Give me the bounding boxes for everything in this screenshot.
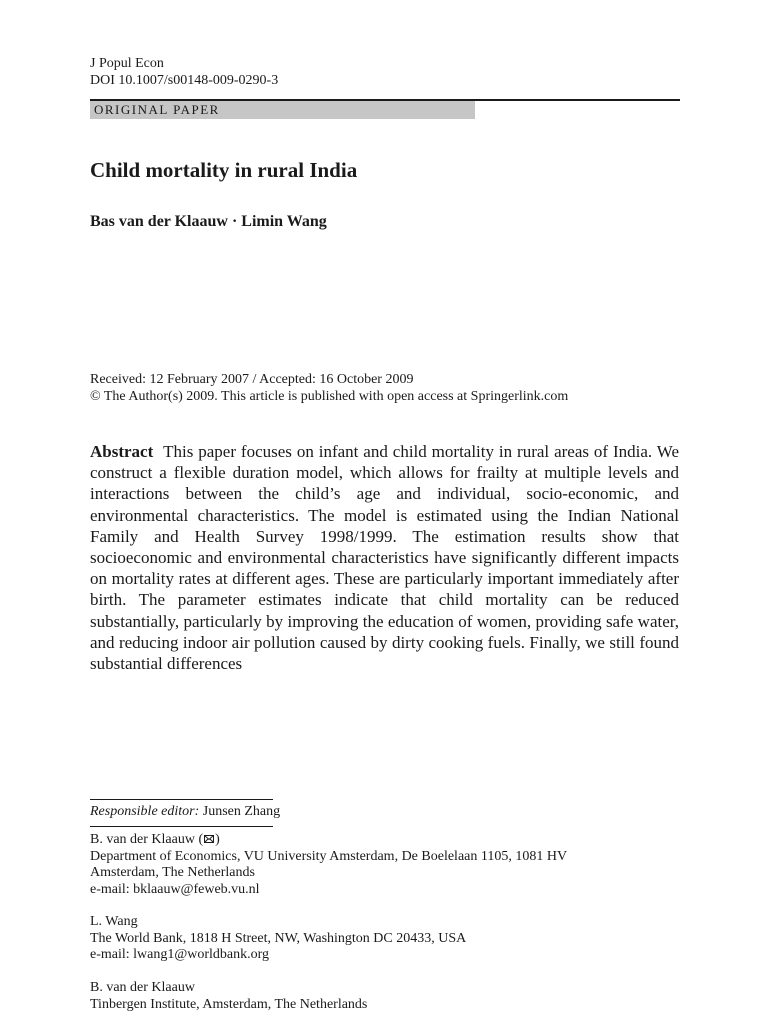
affiliation-1-line2: Amsterdam, The Netherlands [90, 865, 255, 880]
affiliation-3-line1: Tinbergen Institute, Amsterdam, The Netherlands [90, 996, 368, 1012]
footnote-rule [90, 799, 273, 800]
affiliation-1 [90, 832, 567, 898]
affiliation-3 [90, 980, 367, 1013]
publication-dates [90, 371, 568, 405]
affiliation-1-line1: Department of Economics, VU University Amsterdam, De Boelelaan 1105, 1081 HV [90, 848, 568, 864]
envelope-icon [204, 835, 214, 843]
footnote-rule-2 [90, 826, 273, 827]
abstract-text: This paper focuses on infant and child mortality in rural areas of India. We construct a flexible duration model, which allows for frailty at multiple levels and interactions between the child’s age and individual, socio-economic, and environmental characteristics. The model is estimated using the Indian National Family and Health Survey 1998/1999. The estimation results show that socioeconomic and environmental characteristics have significantly different impacts on mortality rates at different ages. These are particularly important immediately after birth. The parameter estimates indicate that child mortality can be reduced substantially, particularly by improving the education of women, providing safe water, and reducing indoor air pollution caused by dirty cooking fuels. Finally, we still found substantial differences [90, 442, 680, 674]
affiliation-3-name: B. van der Klaauw [90, 980, 195, 995]
affiliation-1-name: B. van der Klaauw ( [90, 832, 204, 847]
affiliation-2-email[interactable]: e-mail: lwang1@worldbank.org [90, 947, 270, 962]
affiliation-1-name-close: ) [215, 832, 220, 847]
doi: DOI 10.1007/s00148-009-0290-3 [90, 73, 279, 88]
paper-title: Child mortality in rural India [90, 158, 358, 182]
affiliation-2-name: L. Wang [90, 914, 138, 929]
affiliation-1-name-line [90, 832, 567, 849]
affiliation-1-email[interactable]: e-mail: bklaauw@feweb.vu.nl [90, 881, 260, 897]
editor-label: Responsible editor: [90, 804, 200, 819]
copyright-notice: © The Author(s) 2009. This article is published with open access at Springerlink.com [90, 389, 569, 404]
affiliation-2-line1: The World Bank, 1818 H Street, NW, Washington DC 20433, USA [90, 930, 467, 946]
editor-name: Junsen Zhang [202, 804, 281, 819]
affiliation-2 [90, 914, 466, 964]
journal-header [90, 55, 278, 89]
received-accepted: Received: 12 February 2007 / Accepted: 16 October 2009 [90, 372, 414, 387]
abstract [90, 441, 679, 674]
abstract-label: Abstract [90, 442, 154, 461]
journal-name: J Popul Econ [90, 56, 164, 71]
author-list: Bas van der Klaauw · Limin Wang [90, 213, 327, 230]
article-type-banner: ORIGINAL PAPER [90, 101, 475, 119]
responsible-editor [90, 804, 280, 820]
